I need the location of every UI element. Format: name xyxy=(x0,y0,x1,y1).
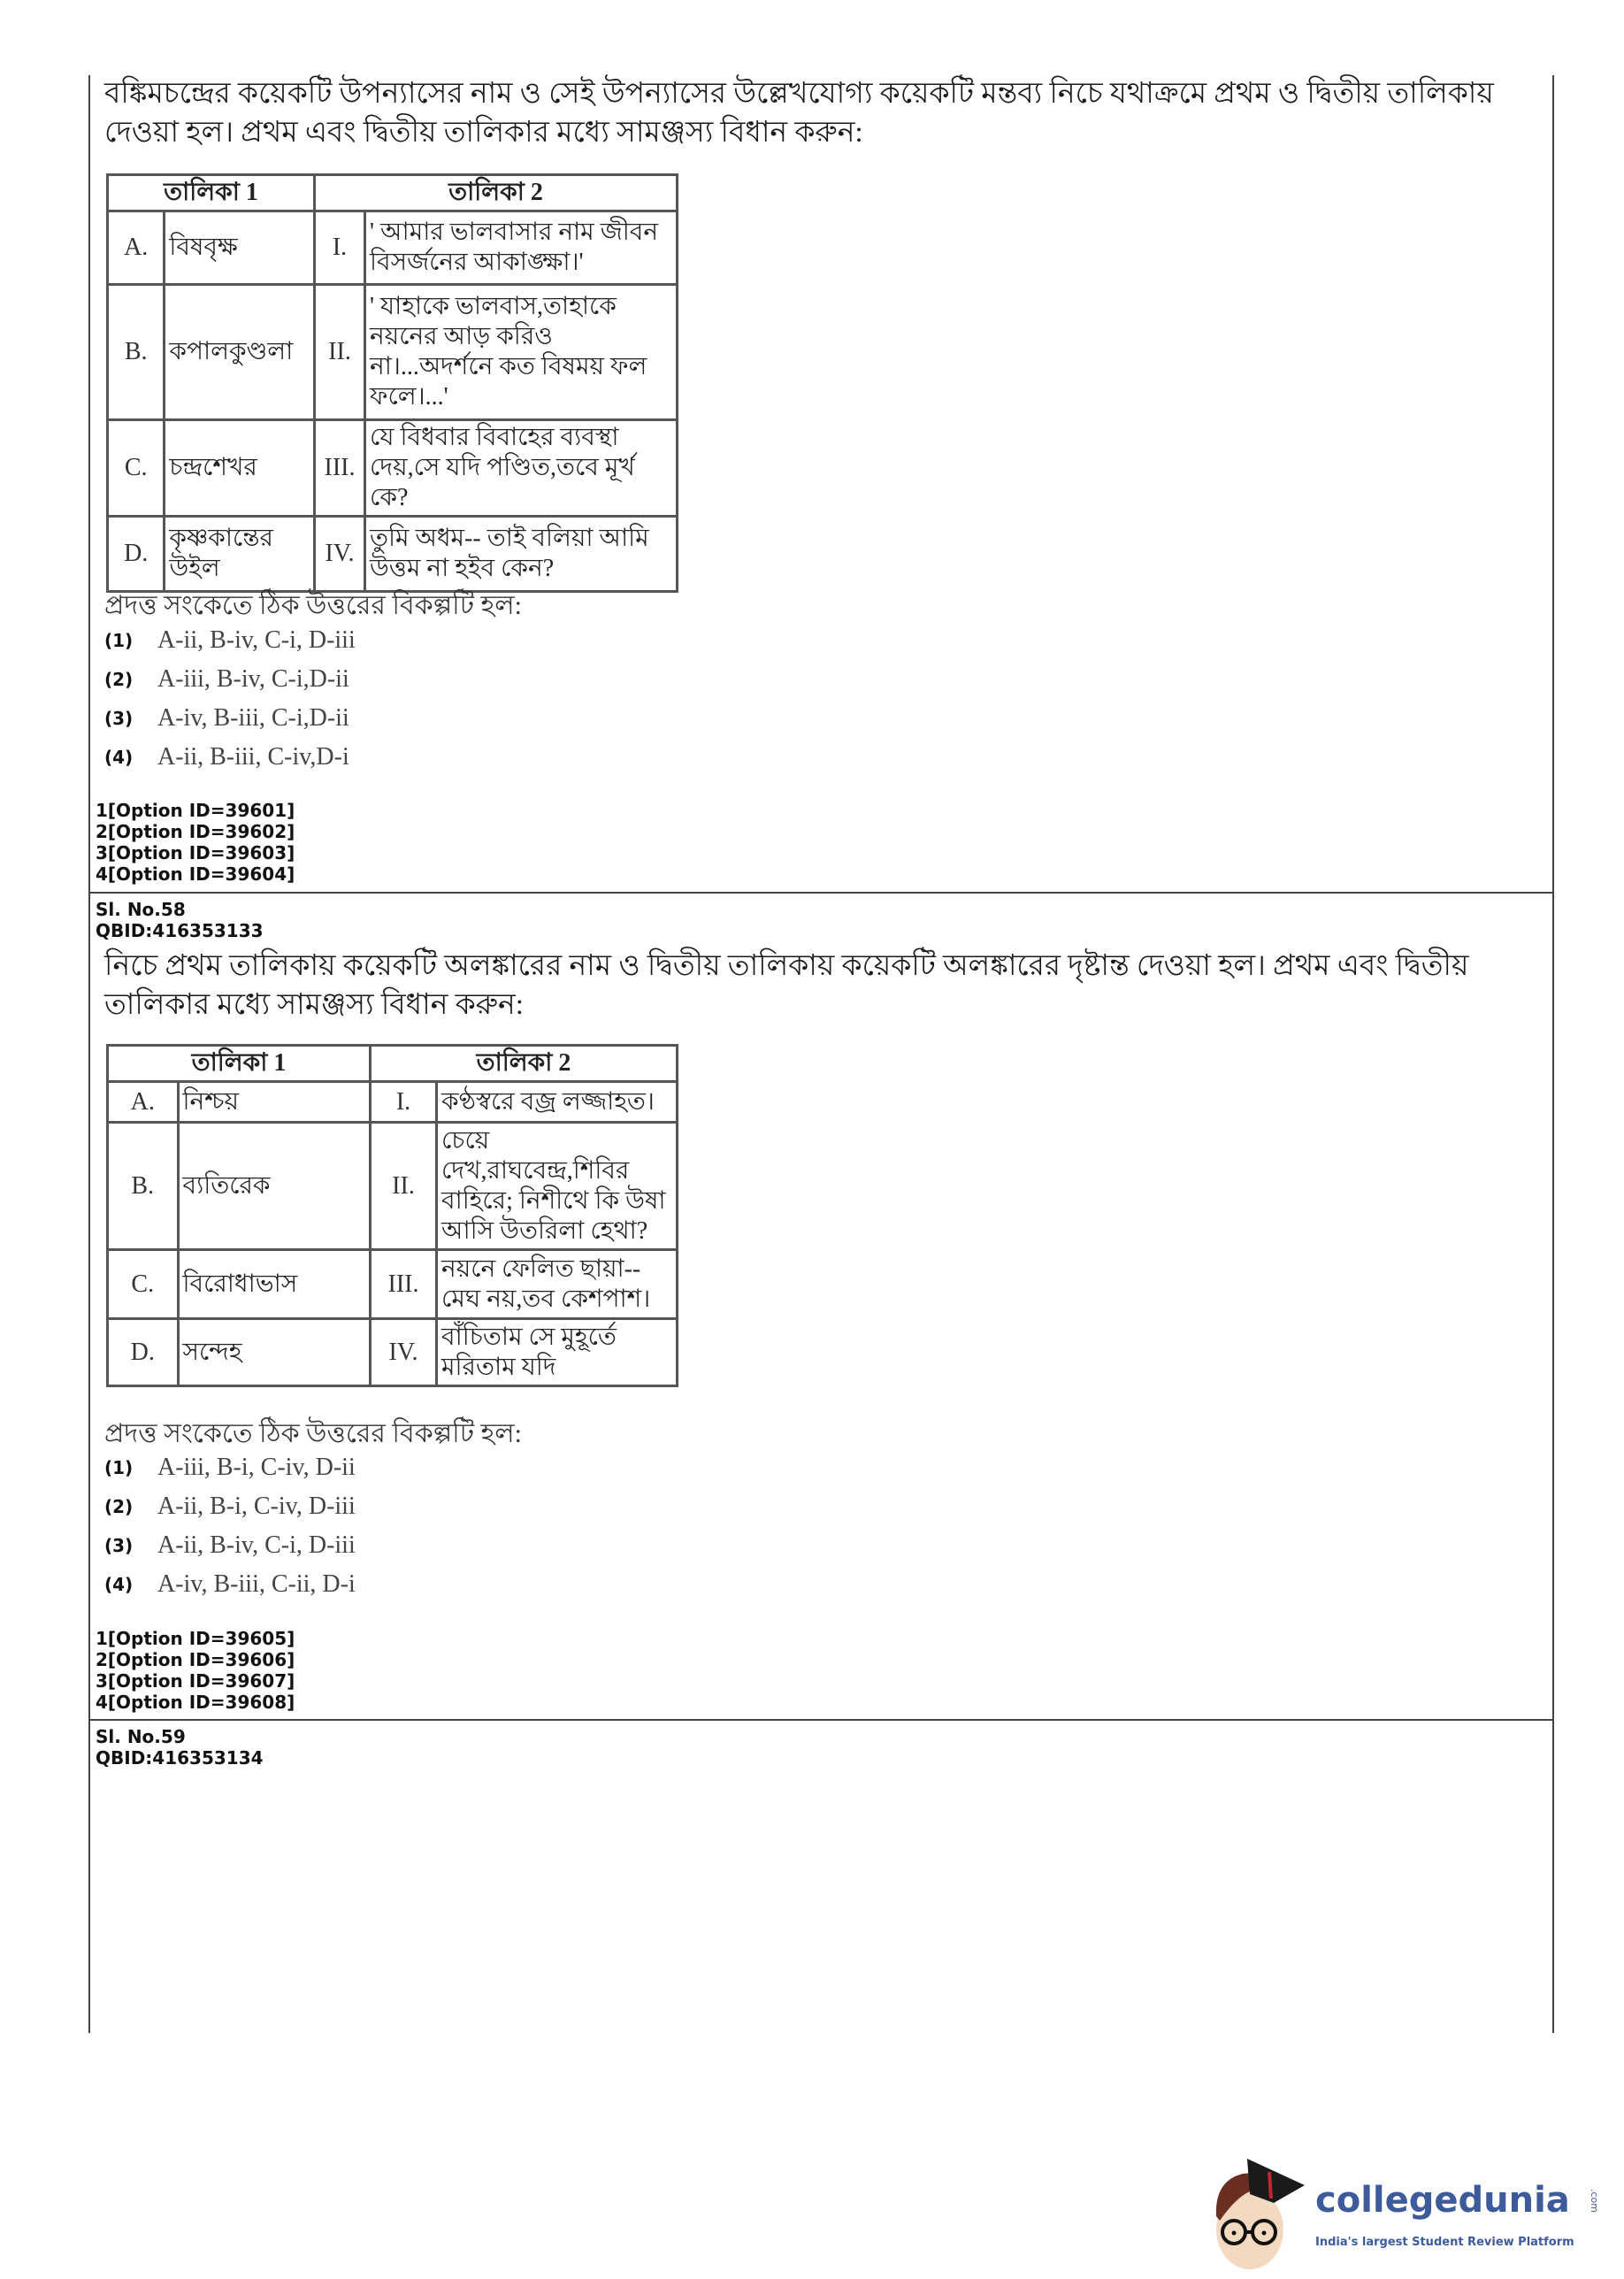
row-label: IV. xyxy=(315,517,365,592)
answer-option-3 xyxy=(104,704,349,733)
answer-option-3 xyxy=(104,1531,356,1560)
row-item: নয়নে ফেলিত ছায়া--মেঘ নয়,তব কেশপাশ। xyxy=(437,1250,678,1319)
question-58-text: নিচে প্রথম তালিকায় কয়েকটি অলঙ্কারের নাম ও দ্বিতীয় তালিকায় কয়েকটি অলঙ্কারের দৃষ্টান্ত দেওয়া হল। প্রথম এবং দ্বিতীয় তালিকার মধ্যে সামঞ্জস্য বিধান করুন: xyxy=(104,950,1469,1021)
table-row xyxy=(108,1123,678,1250)
row-label: IV. xyxy=(371,1319,437,1386)
table-header-list2: তালিকা 2 xyxy=(371,1046,678,1082)
option-text: A-iv, B-iii, C-ii, D-i xyxy=(157,1570,356,1598)
row-label: A. xyxy=(108,211,165,285)
option-text: A-iii, B-iv, C-i,D-ii xyxy=(157,665,349,693)
question-59-meta xyxy=(96,1726,264,1769)
mascot-icon xyxy=(1207,2154,1314,2274)
row-label: B. xyxy=(108,1123,179,1250)
row-item: কপালকুণ্ডলা xyxy=(165,285,315,420)
row-item: যে বিধবার বিবাহের ব্যবস্থা দেয়,সে যদি পণ্ডিত,তবে মূর্খ কে? xyxy=(365,420,678,517)
qbid: QBID:416353134 xyxy=(96,1747,264,1769)
row-label: III. xyxy=(315,420,365,517)
question-divider xyxy=(88,892,1554,894)
answer-option-1 xyxy=(104,626,356,655)
option-text: A-iv, B-iii, C-i,D-ii xyxy=(157,704,349,732)
answer-option-4 xyxy=(104,1570,356,1599)
option-ids xyxy=(96,1628,295,1713)
row-label: I. xyxy=(371,1082,437,1123)
option-id: 2[Option ID=39606] xyxy=(96,1649,295,1670)
table-row xyxy=(108,1319,678,1386)
option-ids xyxy=(96,800,295,885)
table-row xyxy=(108,285,678,420)
row-item: তুমি অধম-- তাই বলিয়া আমি উত্তম না হইব কেন? xyxy=(365,517,678,592)
option-number: (3) xyxy=(104,1535,134,1556)
answer-option-2 xyxy=(104,665,349,694)
row-item: বাঁচিতাম সে মুহূর্তে মরিতাম যদি xyxy=(437,1319,678,1386)
match-table-58 xyxy=(106,1044,678,1387)
row-label: D. xyxy=(108,1319,179,1386)
row-item: চন্দ্রশেখর xyxy=(165,420,315,517)
table-row xyxy=(108,517,678,592)
collegedunia-logo xyxy=(1207,2154,1614,2274)
option-number: (2) xyxy=(104,669,134,690)
option-id: 1[Option ID=39601] xyxy=(96,800,295,821)
option-id: 2[Option ID=39602] xyxy=(96,821,295,842)
qbid: QBID:416353133 xyxy=(96,920,264,941)
page-border-left xyxy=(88,75,90,2033)
page-border-right xyxy=(1552,75,1554,2033)
row-item: ব্যতিরেক xyxy=(178,1123,370,1250)
option-id: 3[Option ID=39603] xyxy=(96,842,295,863)
question-divider xyxy=(88,1719,1554,1721)
serial-number: Sl. No.58 xyxy=(96,899,186,920)
row-item: নিশ্চয় xyxy=(178,1082,370,1123)
option-number: (3) xyxy=(104,708,134,729)
row-label: C. xyxy=(108,420,165,517)
answer-prompt: প্রদত্ত সংকেতে ঠিক উত্তরের বিকল্পটি হল: xyxy=(104,591,522,620)
row-item: ' যাহাকে ভালবাস,তাহাকে নয়নের আড় করিও না।...অদর্শনে কত বিষময় ফল ফলে।...' xyxy=(365,285,678,420)
option-text: A-iii, B-i, C-iv, D-ii xyxy=(157,1454,356,1481)
option-text: A-ii, B-iv, C-i, D-iii xyxy=(157,1531,356,1559)
match-table-57 xyxy=(106,173,678,593)
row-label: D. xyxy=(108,517,165,592)
row-label: II. xyxy=(371,1123,437,1250)
option-number: (2) xyxy=(104,1496,134,1517)
option-id: 4[Option ID=39604] xyxy=(96,863,295,885)
table-row xyxy=(108,1082,678,1123)
serial-number: Sl. No.59 xyxy=(96,1726,186,1747)
option-number: (4) xyxy=(104,1574,134,1595)
table-header-list1: তালিকা 1 xyxy=(108,1046,371,1082)
row-item: কৃষ্ণকান্তের উইল xyxy=(165,517,315,592)
table-header-list2: তালিকা 2 xyxy=(315,175,678,211)
option-id: 4[Option ID=39608] xyxy=(96,1692,295,1713)
brand-tagline: India's largest Student Review Platform xyxy=(1315,2236,1574,2249)
row-label: III. xyxy=(371,1250,437,1319)
row-item: কণ্ঠস্বরে বজ্র লজ্জাহত। xyxy=(437,1082,678,1123)
option-text: A-ii, B-i, C-iv, D-iii xyxy=(157,1492,356,1520)
row-item: ' আমার ভালবাসার নাম জীবন বিসর্জনের আকাঙ্ক্ষা।' xyxy=(365,211,678,285)
option-number: (1) xyxy=(104,630,134,651)
answer-option-4 xyxy=(104,743,349,771)
answer-option-2 xyxy=(104,1492,356,1521)
row-item: চেয়ে দেখ,রাঘবেন্দ্র,শিবির বাহিরে; নিশীথে কি উষা আসি উতরিলা হেথা? xyxy=(437,1123,678,1250)
option-text: A-ii, B-iv, C-i, D-iii xyxy=(157,626,356,654)
question-57-text: বঙ্কিমচন্দ্রের কয়েকটি উপন্যাসের নাম ও সেই উপন্যাসের উল্লেখযোগ্য কয়েকটি মন্তব্য নিচে যথাক্রমে প্রথম ও দ্বিতীয় তালিকায় দেওয়া হল। প্রথম এবং দ্বিতীয় তালিকার মধ্যে সামঞ্জস্য বিধান করুন: xyxy=(104,78,1494,149)
brand-domain: .com xyxy=(1589,2189,1600,2213)
option-id: 3[Option ID=39607] xyxy=(96,1670,295,1692)
row-label: I. xyxy=(315,211,365,285)
table-row xyxy=(108,211,678,285)
row-label: C. xyxy=(108,1250,179,1319)
brand-name: collegedunia xyxy=(1315,2180,1570,2221)
row-label: II. xyxy=(315,285,365,420)
row-label: A. xyxy=(108,1082,179,1123)
option-id: 1[Option ID=39605] xyxy=(96,1628,295,1649)
option-number: (4) xyxy=(104,747,134,768)
option-text: A-ii, B-iii, C-iv,D-i xyxy=(157,743,349,771)
option-number: (1) xyxy=(104,1457,134,1478)
table-header-list1: তালিকা 1 xyxy=(108,175,315,211)
answer-prompt: প্রদত্ত সংকেতে ঠিক উত্তরের বিকল্পটি হল: xyxy=(104,1419,522,1448)
row-item: বিরোধাভাস xyxy=(178,1250,370,1319)
answer-option-1 xyxy=(104,1454,356,1482)
table-row xyxy=(108,420,678,517)
row-item: বিষবৃক্ষ xyxy=(165,211,315,285)
table-row xyxy=(108,1250,678,1319)
question-58-meta xyxy=(96,899,264,941)
row-label: B. xyxy=(108,285,165,420)
row-item: সন্দেহ xyxy=(178,1319,370,1386)
